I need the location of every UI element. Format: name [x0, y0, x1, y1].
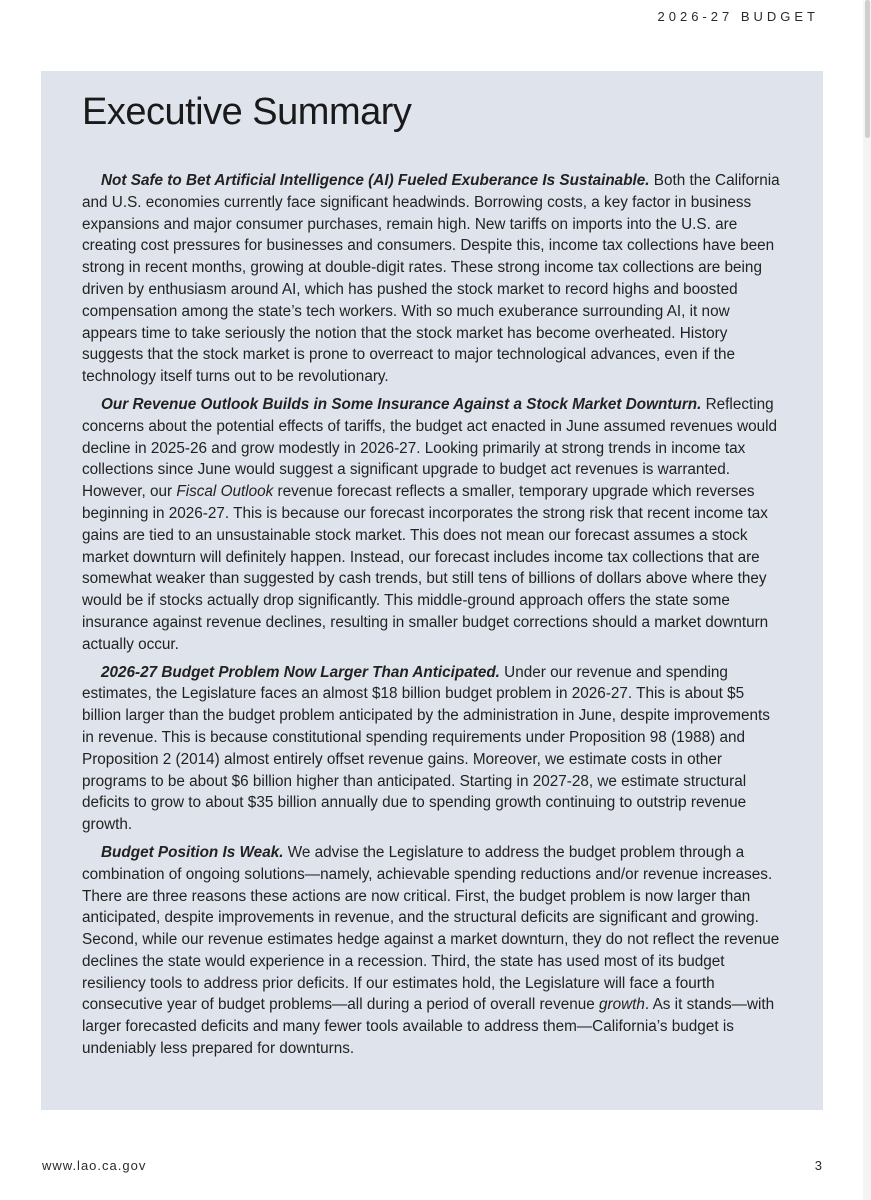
footer-url-link[interactable]: www.lao.ca.gov — [42, 1158, 147, 1173]
paragraph-italic-term: growth — [599, 996, 645, 1014]
paragraph-italic-term: Fiscal Outlook — [176, 483, 274, 501]
section-title: Executive Summary — [82, 91, 412, 133]
paragraph-text: . As it stands—with larger forecasted deficits and many fewer tools available to address them—California’s budget is undeniably less prepared for downturns. — [82, 996, 775, 1058]
paragraph-text: We advise the Legislature to address the budget problem through a combination of ongoing solutions—namely, achievable spending reductions and/or revenue increases. There are three reasons these actions are now critical. First, the budget problem is now larger than anticipated, despite improvements in revenue, and the structural deficits are significant and growing. Second, while our revenue estimates hedge against a market downturn, they do not reflect the revenue declines the state would experience in a recession. Third, the state has used most of its budget resiliency tools to address prior deficits. If our estimates hold, the Legislature will face a fourth consecutive year of budget problems—all during a period of overall revenue — [82, 843, 780, 1014]
page-number: 3 — [814, 1158, 822, 1173]
paragraph-ai-exuberance — [82, 170, 781, 388]
paragraph-lead: Budget Position Is Weak. — [101, 843, 284, 861]
paragraph-lead: 2026-27 Budget Problem Now Larger Than Anticipated. — [101, 663, 500, 681]
scrollbar-thumb[interactable] — [865, 0, 870, 138]
paragraph-text: revenue forecast reflects a smaller, temporary upgrade which reverses beginning in 2026-27. This is because our forecast incorporates the strong risk that recent income tax gains are tied to an unsustainable stock market. This does not mean our forecast assumes a stock market downturn will definitely happen. Instead, our forecast includes income tax collections that are somewhat weaker than suggested by cash trends, but still tens of billions of dollars above where they would be if stocks actually drop significantly. This middle-ground approach offers the state some insurance against revenue declines, resulting in smaller budget corrections should a market downturn actually occur. — [82, 483, 769, 653]
paragraph-text: Under our revenue and spending estimates, the Legislature faces an almost $18 billion budget problem in 2026-27. This is about $5 billion larger than the budget problem anticipated by the administration in June, despite improvements in revenue. This is because constitutional spending requirements under Proposition 98 (1988) and Proposition 2 (2014) almost entirely offset revenue gains. Moreover, we estimate costs in other programs to be about $6 billion higher than anticipated. Starting in 2027-28, we estimate structural deficits to grow to about $35 billion annually due to spending growth continuing to outstrip revenue growth. — [82, 663, 770, 834]
scrollbar-track[interactable] — [863, 0, 871, 1200]
paragraph-budget-position — [82, 842, 781, 1060]
executive-summary-box — [41, 71, 823, 1110]
paragraph-lead: Not Safe to Bet Artificial Intelligence (AI) Fueled Exuberance Is Sustainable. — [101, 172, 650, 189]
paragraph-text: Reflecting concerns about the potential effects of tariffs, the budget act enacted in June assumed revenues would decline in 2025-26 and grow modestly in 2026-27. Looking primarily at strong trends in income tax collections since June would suggest a significant upgrade to budget act revenues is warranted. However, our — [82, 395, 778, 501]
paragraph-text: Both the California and U.S. economies currently face significant headwinds. Borrowing costs, a key factor in business expansions and major consumer purchases, remain high. New tariffs on imports into the U.S. are creating cost pressures for businesses and consumers. Despite this, income tax collections have been strong in recent months, growing at double-digit rates. These strong income tax collections are being driven by enthusiasm around AI, which has pushed the stock market to record highs and boosted compensation among the state’s tech workers. With so much exuberance surrounding AI, it now appears time to take seriously the notion that the stock market has become overheated. History suggests that the stock market is prone to overreact to major technological advances, even if the technology itself turns out to be revolutionary. — [82, 172, 780, 386]
paragraph-revenue-outlook — [82, 394, 781, 656]
report-header-title: 2026-27 BUDGET — [657, 9, 819, 24]
paragraph-lead: Our Revenue Outlook Builds in Some Insurance Against a Stock Market Downturn. — [101, 395, 702, 413]
paragraph-budget-problem — [82, 662, 781, 836]
